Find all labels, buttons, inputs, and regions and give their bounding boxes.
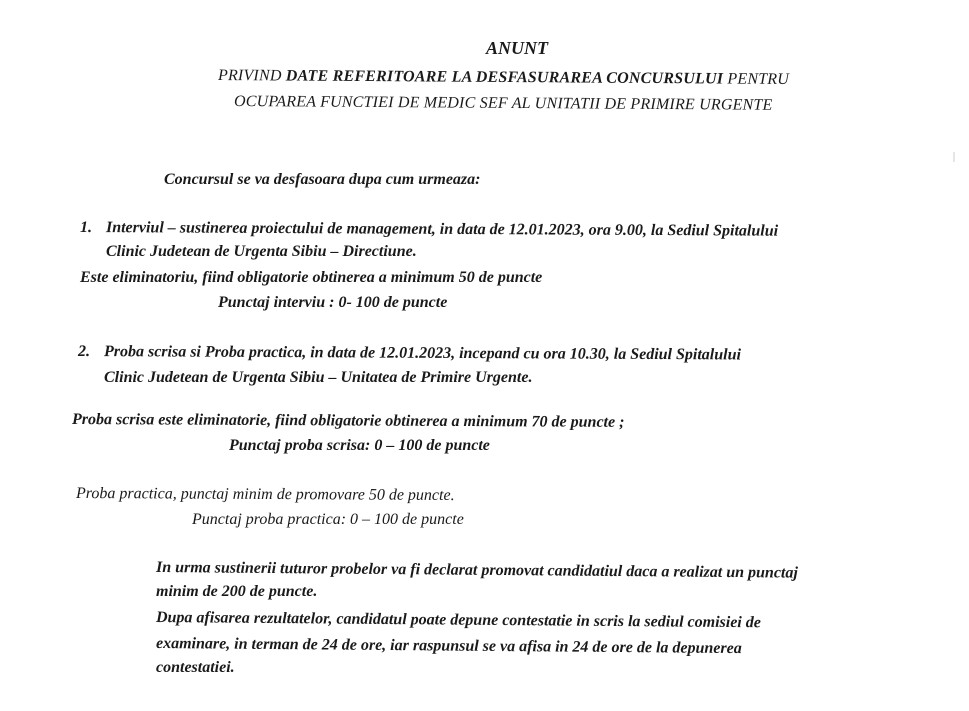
subtitle-suffix: PENTRU <box>723 70 790 88</box>
closing-line3: Dupa afisarea rezultatelor, candidatul poate depune contestatie in scris la sediul comisiei de <box>155 609 761 632</box>
practical-score: Punctaj proba practica: 0 – 100 de puncte <box>192 511 464 528</box>
item1-eliminatory: Este eliminatoriu, fiind obligatorie obtinerea a minimum 50 de puncte <box>80 269 543 286</box>
subtitle-line-2: OCUPAREA FUNCTIEI DE MEDIC SEF AL UNITATII DE PRIMIRE URGENTE <box>233 93 773 114</box>
written-score: Punctaj proba scrisa: 0 – 100 de puncte <box>229 437 490 454</box>
subtitle-line-1 <box>218 66 789 90</box>
item2-line1 <box>78 342 741 365</box>
item2-line2: Clinic Judetean de Urgenta Sibiu – Unitatea de Primire Urgente. <box>104 369 533 386</box>
item1-line2: Clinic Judetean de Urgenta Sibiu – Directiune. <box>106 243 417 260</box>
written-eliminatory: Proba scrisa este eliminatorie, fiind obligatorie obtinerea a minimum 70 de puncte ; <box>71 411 625 431</box>
subtitle-bold: DATE REFERITOARE LA DESFASURAREA CONCURSULUI <box>285 67 724 88</box>
item2-text: Proba scrisa si Proba practica, in data de 12.01.2023, incepand cu ora 10.30, la Sediul Spitalului <box>103 343 741 364</box>
closing-line5: contestatiei. <box>156 659 235 676</box>
scan-edge-mark <box>953 152 955 162</box>
closing-line4: examinare, in terman de 24 de ore, iar raspunsul se va afisa in 24 de ore de la depunerea <box>155 635 742 658</box>
item1-score: Punctaj interviu : 0- 100 de puncte <box>218 294 448 311</box>
closing-line1: In urma sustinerii tuturor probelor va fi declarat promovat candidatiul daca a realizat un punctaj <box>155 559 798 582</box>
document-title: ANUNT <box>486 38 548 58</box>
item1-line1 <box>80 218 778 242</box>
intro-text: Concursul se va desfasoara dupa cum urmeaza: <box>164 171 481 188</box>
closing-line2: minim de 200 de puncte. <box>156 583 318 600</box>
item2-number: 2. <box>77 343 91 361</box>
item1-number: 1. <box>79 219 93 237</box>
subtitle-prefix: PRIVIND <box>217 67 286 85</box>
item1-text: Interviul – sustinerea proiectului de management, in data de 12.01.2023, ora 9.00, la Sediul Spitalului <box>105 219 779 240</box>
practical-min: Proba practica, punctaj minim de promovare 50 de puncte. <box>75 485 455 504</box>
